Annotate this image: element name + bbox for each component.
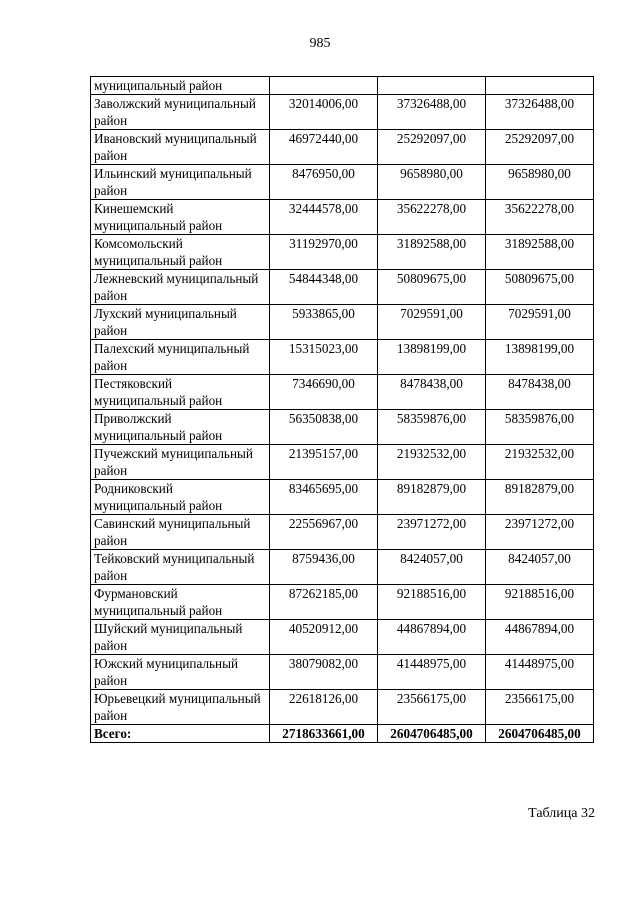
district-name-cell: Ивановский муниципальный район (91, 130, 270, 165)
value-cell-3: 92188516,00 (486, 585, 594, 620)
page-number: 985 (309, 36, 331, 51)
table-row (91, 130, 594, 165)
table-row (91, 655, 594, 690)
district-name-cell: Лежневский муниципальный район (91, 270, 270, 305)
total-row (91, 725, 594, 743)
value-cell-3: 89182879,00 (486, 480, 594, 515)
value-cell-2: 7029591,00 (378, 305, 486, 340)
table-row (91, 270, 594, 305)
table-row (91, 305, 594, 340)
table-row (91, 585, 594, 620)
value-cell-2: 44867894,00 (378, 620, 486, 655)
district-name-cell: Юрьевецкий муниципальный район (91, 690, 270, 725)
total-label: Всего: (91, 725, 270, 743)
value-cell-3: 50809675,00 (486, 270, 594, 305)
table-row (91, 550, 594, 585)
table-row (91, 515, 594, 550)
value-cell-1: 83465695,00 (270, 480, 378, 515)
table-row (91, 445, 594, 480)
district-name-cell: Заволжский муниципальный район (91, 95, 270, 130)
value-cell-1: 22618126,00 (270, 690, 378, 725)
budget-table (90, 76, 594, 743)
value-cell-3: 31892588,00 (486, 235, 594, 270)
district-name-cell: Южский муниципальный район (91, 655, 270, 690)
district-name-cell: Палехский муниципальный район (91, 340, 270, 375)
value-cell-3: 44867894,00 (486, 620, 594, 655)
value-cell-2: 41448975,00 (378, 655, 486, 690)
value-cell-3: 21932532,00 (486, 445, 594, 480)
value-cell-1 (270, 77, 378, 95)
value-cell-2: 23566175,00 (378, 690, 486, 725)
value-cell-2: 35622278,00 (378, 200, 486, 235)
value-cell-3: 58359876,00 (486, 410, 594, 445)
value-cell-1: 31192970,00 (270, 235, 378, 270)
value-cell-1: 32014006,00 (270, 95, 378, 130)
value-cell-2: 92188516,00 (378, 585, 486, 620)
value-cell-1: 7346690,00 (270, 375, 378, 410)
value-cell-3: 8478438,00 (486, 375, 594, 410)
table-body (91, 77, 594, 743)
value-cell-3: 13898199,00 (486, 340, 594, 375)
value-cell-2: 8478438,00 (378, 375, 486, 410)
value-cell-3 (486, 77, 594, 95)
value-cell-1: 8476950,00 (270, 165, 378, 200)
district-name-cell: Лухский муниципальный район (91, 305, 270, 340)
table-row (91, 77, 594, 95)
table-row (91, 690, 594, 725)
value-cell-1: 40520912,00 (270, 620, 378, 655)
district-name-cell: Родниковский муниципальный район (91, 480, 270, 515)
table-row (91, 340, 594, 375)
district-name-cell: Приволжский муниципальный район (91, 410, 270, 445)
value-cell-2: 31892588,00 (378, 235, 486, 270)
district-name-cell: Пестяковский муниципальный район (91, 375, 270, 410)
value-cell-2: 8424057,00 (378, 550, 486, 585)
value-cell-2: 9658980,00 (378, 165, 486, 200)
value-cell-2: 37326488,00 (378, 95, 486, 130)
value-cell-1: 15315023,00 (270, 340, 378, 375)
value-cell-1: 5933865,00 (270, 305, 378, 340)
value-cell-2: 13898199,00 (378, 340, 486, 375)
value-cell-1: 46972440,00 (270, 130, 378, 165)
value-cell-1: 32444578,00 (270, 200, 378, 235)
district-name-cell: муниципальный район (91, 77, 270, 95)
value-cell-2: 21932532,00 (378, 445, 486, 480)
total-value-3: 2604706485,00 (486, 725, 594, 743)
value-cell-1: 87262185,00 (270, 585, 378, 620)
value-cell-1: 38079082,00 (270, 655, 378, 690)
table-row (91, 200, 594, 235)
value-cell-3: 23566175,00 (486, 690, 594, 725)
district-name-cell: Комсомольский муниципальный район (91, 235, 270, 270)
district-name-cell: Пучежский муниципальный район (91, 445, 270, 480)
value-cell-1: 54844348,00 (270, 270, 378, 305)
value-cell-3: 37326488,00 (486, 95, 594, 130)
table-row (91, 480, 594, 515)
value-cell-2: 50809675,00 (378, 270, 486, 305)
value-cell-1: 8759436,00 (270, 550, 378, 585)
table-caption: Таблица 32 (528, 806, 595, 821)
value-cell-1: 56350838,00 (270, 410, 378, 445)
district-name-cell: Ильинский муниципальный район (91, 165, 270, 200)
value-cell-3: 25292097,00 (486, 130, 594, 165)
table-row (91, 375, 594, 410)
district-name-cell: Шуйский муниципальный район (91, 620, 270, 655)
table-row (91, 410, 594, 445)
table-row (91, 165, 594, 200)
value-cell-3: 23971272,00 (486, 515, 594, 550)
value-cell-1: 21395157,00 (270, 445, 378, 480)
district-name-cell: Тейковский муниципальный район (91, 550, 270, 585)
district-name-cell: Кинешемский муниципальный район (91, 200, 270, 235)
value-cell-2: 58359876,00 (378, 410, 486, 445)
table-row (91, 95, 594, 130)
value-cell-2: 23971272,00 (378, 515, 486, 550)
value-cell-1: 22556967,00 (270, 515, 378, 550)
district-name-cell: Савинский муниципальный район (91, 515, 270, 550)
value-cell-2: 25292097,00 (378, 130, 486, 165)
total-value-1: 2718633661,00 (270, 725, 378, 743)
value-cell-3: 8424057,00 (486, 550, 594, 585)
value-cell-3: 35622278,00 (486, 200, 594, 235)
total-value-2: 2604706485,00 (378, 725, 486, 743)
value-cell-3: 9658980,00 (486, 165, 594, 200)
value-cell-3: 7029591,00 (486, 305, 594, 340)
value-cell-2: 89182879,00 (378, 480, 486, 515)
table-row (91, 620, 594, 655)
district-name-cell: Фурмановский муниципальный район (91, 585, 270, 620)
table-row (91, 235, 594, 270)
value-cell-3: 41448975,00 (486, 655, 594, 690)
value-cell-2 (378, 77, 486, 95)
